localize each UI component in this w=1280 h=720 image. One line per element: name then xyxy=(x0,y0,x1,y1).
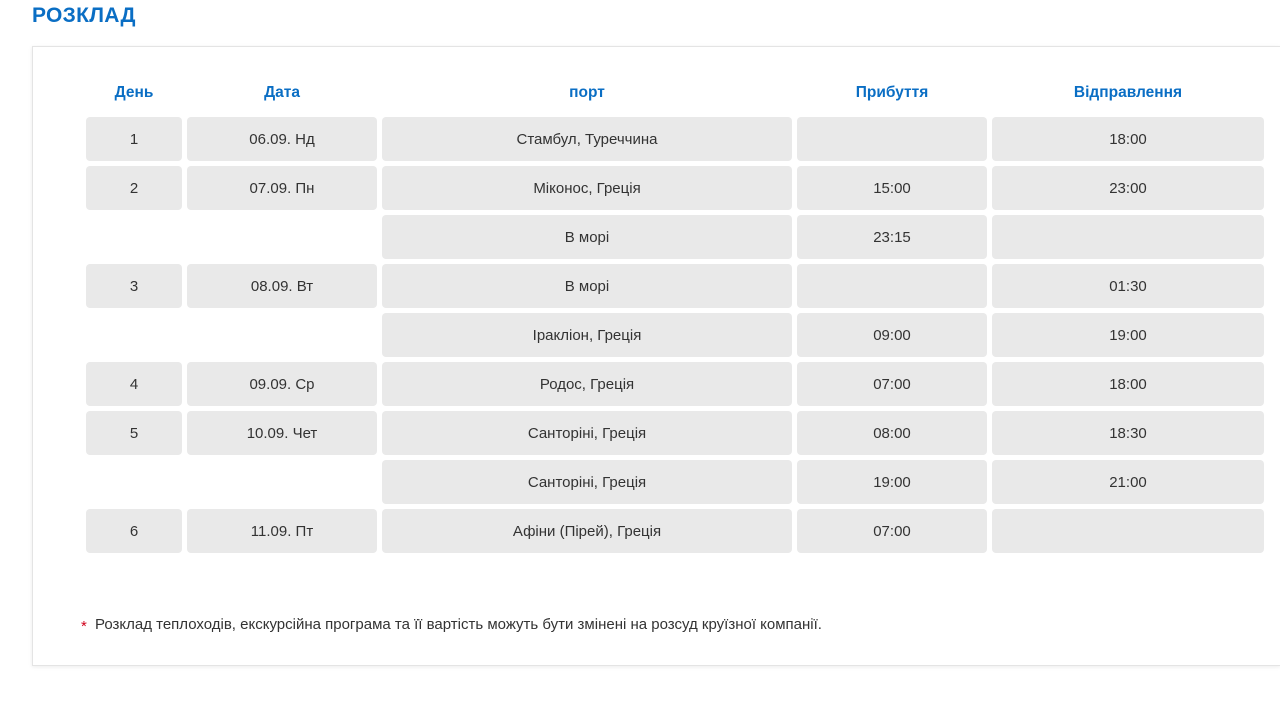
column-header-departure: Відправлення xyxy=(1073,84,1183,101)
cell-date: 08.09. Вт xyxy=(187,264,377,308)
table-header-row xyxy=(86,78,1264,112)
schedule-card xyxy=(32,46,1280,666)
cell-port: Стамбул, Туреччина xyxy=(382,117,792,161)
table-row xyxy=(86,509,1264,553)
cell-arrival xyxy=(797,117,987,161)
schedule-table-wrapper xyxy=(81,73,1261,558)
cell-port: Родос, Греція xyxy=(382,362,792,406)
schedule-table-body xyxy=(86,117,1264,553)
cell-date: 06.09. Нд xyxy=(187,117,377,161)
cell-date: 07.09. Пн xyxy=(187,166,377,210)
table-row xyxy=(86,460,1264,504)
column-header-date: Дата xyxy=(264,84,300,101)
schedule-note xyxy=(81,615,1231,635)
cell-port: Іракліон, Греція xyxy=(382,313,792,357)
cell-departure: 19:00 xyxy=(992,313,1264,357)
cell-arrival: 19:00 xyxy=(797,460,987,504)
cell-port: Санторіні, Греція xyxy=(382,460,792,504)
cell-day xyxy=(86,313,182,357)
cell-arrival: 15:00 xyxy=(797,166,987,210)
cell-day xyxy=(86,460,182,504)
table-row xyxy=(86,264,1264,308)
cell-arrival: 07:00 xyxy=(797,362,987,406)
column-header-day: День xyxy=(114,84,154,101)
cell-date xyxy=(187,460,377,504)
cell-arrival: 07:00 xyxy=(797,509,987,553)
cell-date xyxy=(187,313,377,357)
cell-port: В морі xyxy=(382,264,792,308)
cell-port: Міконос, Греція xyxy=(382,166,792,210)
cell-departure: 21:00 xyxy=(992,460,1264,504)
column-header-port: порт xyxy=(569,84,605,101)
table-row xyxy=(86,411,1264,455)
cell-departure: 18:00 xyxy=(992,117,1264,161)
cell-port: В морі xyxy=(382,215,792,259)
cell-day: 3 xyxy=(86,264,182,308)
cell-day: 5 xyxy=(86,411,182,455)
cell-date: 11.09. Пт xyxy=(187,509,377,553)
cell-date: 10.09. Чет xyxy=(187,411,377,455)
cell-day: 6 xyxy=(86,509,182,553)
cell-day xyxy=(86,215,182,259)
cell-departure: 23:00 xyxy=(992,166,1264,210)
cell-port: Санторіні, Греція xyxy=(382,411,792,455)
cell-date: 09.09. Ср xyxy=(187,362,377,406)
cell-departure: 01:30 xyxy=(992,264,1264,308)
table-row xyxy=(86,362,1264,406)
table-row xyxy=(86,215,1264,259)
page-title: РОЗКЛАД xyxy=(32,4,136,27)
cell-departure: 18:30 xyxy=(992,411,1264,455)
note-text: Розклад теплоходів, екскурсійна програма та її вартість можуть бути змінені на розсуд круїзної компанії. xyxy=(95,616,822,633)
cell-arrival: 23:15 xyxy=(797,215,987,259)
cell-date xyxy=(187,215,377,259)
cell-departure xyxy=(992,215,1264,259)
cell-departure: 18:00 xyxy=(992,362,1264,406)
asterisk-icon: * xyxy=(81,618,87,635)
cell-port: Афіни (Пірей), Греція xyxy=(382,509,792,553)
cell-arrival xyxy=(797,264,987,308)
cell-arrival: 08:00 xyxy=(797,411,987,455)
cell-departure xyxy=(992,509,1264,553)
table-row xyxy=(86,313,1264,357)
schedule-table xyxy=(81,73,1269,558)
cell-day: 4 xyxy=(86,362,182,406)
column-header-arrival: Прибуття xyxy=(855,84,929,101)
cell-day: 2 xyxy=(86,166,182,210)
table-row xyxy=(86,117,1264,161)
cell-day: 1 xyxy=(86,117,182,161)
cell-arrival: 09:00 xyxy=(797,313,987,357)
table-row xyxy=(86,166,1264,210)
